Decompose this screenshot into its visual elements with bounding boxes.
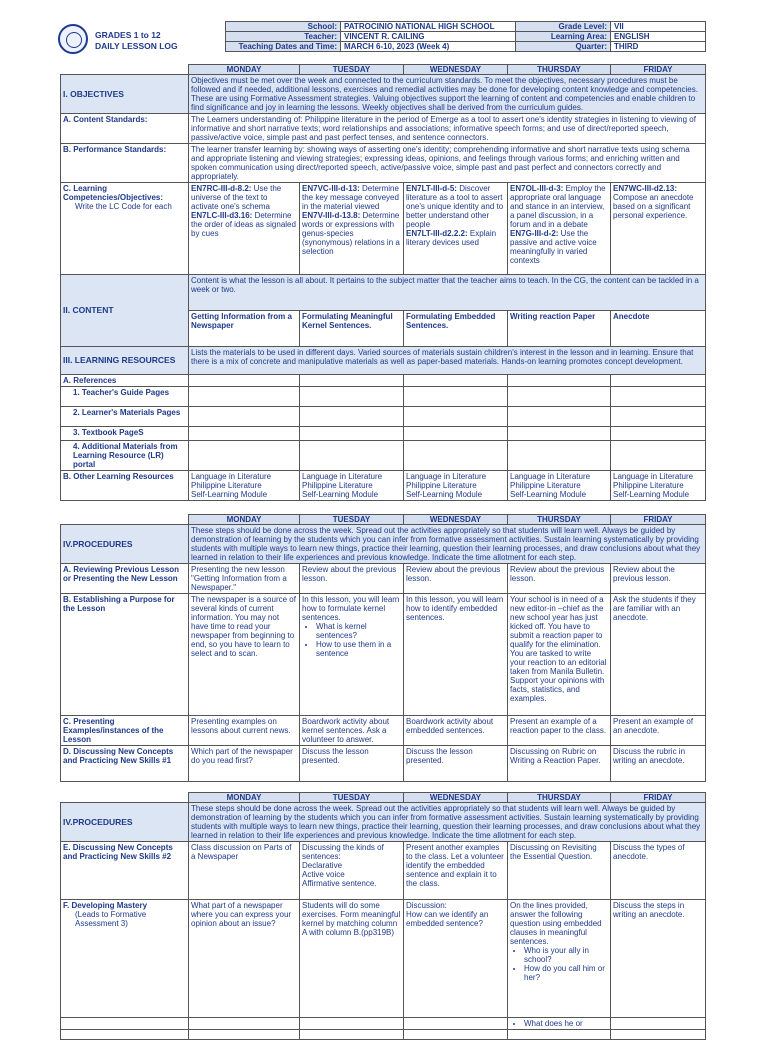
performance-standards-label: B. Performance Standards: (61, 144, 189, 183)
step-b-thursday (508, 594, 611, 716)
resource-item: Philippine Literature (302, 481, 373, 490)
competency-text: Determine the key message conveyed in the material viewed (302, 184, 399, 211)
step-c-wednesday: Boardwork activity about embedded sentences. (404, 716, 508, 746)
teacher-label: Teacher: (226, 32, 341, 42)
discussion-question: How can we identify an embedded sentence? (406, 910, 489, 928)
step-b-thursday-text-2: You are tasked to write your reaction to an editorial taken from Manila Bulletin. Support your opinions with facts, statistics, and examples. (510, 649, 607, 703)
topic-wednesday: Formulating Embedded Sentences. (404, 311, 508, 347)
competency-friday (611, 183, 706, 275)
learners-materials-label: 2. Learner's Materials Pages (61, 407, 189, 427)
competencies-label: C. Learning Competencies/Objectives: (63, 184, 164, 202)
area-value: ENGLISH (611, 32, 706, 42)
procedures-table-1 (60, 514, 706, 782)
competencies-label-cell (61, 183, 189, 275)
competency-wednesday (404, 183, 508, 275)
other-resources-label: B. Other Learning Resources (61, 471, 189, 501)
competency-code: EN7G-III-d-2: (510, 229, 559, 238)
grade-label: Grade Level: (516, 22, 611, 32)
content-desc: Content is what the lesson is all about. It pertains to the subject matter that the teacher aims to teach. In the CG, the content can be tackled in a week or two. (189, 275, 706, 311)
objectives-desc: Objectives must be met over the week and connected to the curriculum standards. To meet the objectives, necessary procedures must be followed and if needed, additional lessons, exercises and remedial activities may be done for developing content knowledge and competencies. These are using Formative Assessment strategies. Valuing objectives support the learning of content and competencies and enable children to find significance and joy in learning the lessons. Weekly objectives shall be derived from the curriculum guides. (189, 75, 706, 114)
day-thursday: THURSDAY (508, 515, 611, 525)
day-monday: MONDAY (189, 65, 300, 75)
content-standards-label: A. Content Standards: (61, 114, 189, 144)
other-resources-friday (611, 471, 706, 501)
sentence-kind: Affirmative sentence. (302, 879, 377, 888)
dates-value: MARCH 6-10, 2023 (Week 4) (341, 42, 516, 52)
step-d-thursday: Discussing on Rubric on Writing a Reaction Paper. (508, 746, 611, 782)
other-resources-monday (189, 471, 300, 501)
procedures-desc: These steps should be done across the week. Spread out the activities appropriately so that students will learn well. Always be guided by demonstration of learning by the students which you can infer from formative assessment activities. Sustain learning systematically by providing students with multiple ways to learn new things, practice their learning, question their learning processes, and draw conclusions about what they learned in relation to their life experiences and previous knowledge. Indicate the time allotment for each step. (189, 525, 706, 564)
competency-text: Employ the appropriate oral language and stance in an interview, a panel discussion, in a forum and in a debate (510, 184, 606, 229)
teacher-value: VINCENT R. CAILING (341, 32, 516, 42)
resources-desc: Lists the materials to be used in different days. Varied sources of materials sustain children's interest in the lesson and in learning. Ensure that there is a mix of concrete and manipulative materials as well as paper-based materials. Hands-on learning promotes concept development. (189, 347, 706, 375)
resource-item: Language in Literature (613, 472, 694, 481)
objectives-table (60, 64, 706, 501)
step-f-thursday-text: On the lines provided, answer the following question using embedded clauses in meaningful sentences. (510, 901, 602, 946)
step-a-tuesday: Review about the previous lesson. (300, 564, 404, 594)
competency-code: EN7RC-III-d-8.2: (191, 184, 252, 193)
competency-text: Discover literature as a tool to assert one's unique identity and to better understand other people (406, 184, 504, 229)
step-f-friday: Discuss the steps in writing an anecdote. (611, 900, 706, 1040)
embedded-questions-list (510, 946, 608, 982)
step-f-label: F. Developing Mastery (63, 901, 148, 910)
grade-value: VII (611, 22, 706, 32)
resource-item: Philippine Literature (406, 481, 477, 490)
resource-item: Self-Learning Module (406, 490, 483, 499)
step-c-label: C. Presenting Examples/instances of the Lesson (61, 716, 189, 746)
resource-item: Language in Literature (191, 472, 272, 481)
title-line-2: DAILY LESSON LOG (95, 41, 178, 51)
school-value: PATROCINIO NATIONAL HIGH SCHOOL (341, 22, 516, 32)
sentence-kind: Declarative (302, 861, 343, 870)
day-tuesday: TUESDAY (300, 65, 404, 75)
resource-item: Philippine Literature (613, 481, 684, 490)
step-b-tuesday-text: In this lesson, you will learn how to formulate kernel sentences. (302, 595, 400, 622)
day-tuesday: TUESDAY (300, 515, 404, 525)
school-label: School: (226, 22, 341, 32)
step-d-wednesday: Discuss the lesson presented. (404, 746, 508, 782)
step-c-tuesday: Boardwork activity about kernel sentences. Ask a volunteer to answer. (300, 716, 404, 746)
quarter-label: Quarter: (516, 42, 611, 52)
topic-friday: Anecdote (611, 311, 706, 347)
resource-item: Self-Learning Module (510, 490, 587, 499)
step-d-friday: Discuss the rubric in writing an anecdote. (611, 746, 706, 782)
list-item: • What does he or (524, 1019, 608, 1028)
competency-code: EN7LT-III-d2.2.2: (406, 229, 468, 238)
day-thursday: THURSDAY (508, 65, 611, 75)
other-resources-wednesday (404, 471, 508, 501)
performance-standards-text: The learner transfer learning by: showing ways of asserting one's identity; comprehending informative and short narrative texts using schema and appropriate listening and viewing strategies; expressing ideas, opinions, and feelings through various forms; and enriching written and spoken communication using direct/reported speech, active/passive voice, simple past and past perfect and connectors correctly and appropriately. (189, 144, 706, 183)
competency-code: EN7LT-III-d-5: (406, 184, 457, 193)
teachers-guide-label: 1. Teacher's Guide Pages (61, 387, 189, 407)
resources-heading: III. LEARNING RESOURCES (61, 347, 189, 375)
day-friday: FRIDAY (611, 65, 706, 75)
procedures-heading: IV.PROCEDURES (61, 803, 189, 842)
topic-monday: Getting Information from a Newspaper (189, 311, 300, 347)
references-label: A. References (61, 375, 189, 387)
step-a-thursday: Review about the previous lesson. (508, 564, 611, 594)
competency-text: Determine the order of ideas as signaled by cues (191, 211, 296, 238)
day-friday: FRIDAY (611, 515, 706, 525)
step-b-tuesday (300, 594, 404, 716)
day-monday: MONDAY (189, 515, 300, 525)
competency-text: Compose an anecdote based on a significant personal experience. (613, 193, 694, 220)
step-d-tuesday: Discuss the lesson presented. (300, 746, 404, 782)
competencies-sub: Write the LC Code for each (75, 202, 172, 211)
other-resources-tuesday (300, 471, 404, 501)
resource-item: Self-Learning Module (191, 490, 268, 499)
quarter-value: THIRD (611, 42, 706, 52)
step-f-sublabel: (Leads to Formative Assessment 3) (75, 910, 147, 928)
resource-item: Philippine Literature (510, 481, 581, 490)
step-e-tuesday-text: Discussing the kinds of sentences: (302, 843, 384, 861)
step-a-monday: Presenting the new lesson "Getting Information from a Newspaper." (189, 564, 300, 594)
step-e-tuesday (300, 842, 404, 900)
additional-materials-label: 4. Additional Materials from Learning Resource (LR) portal (61, 441, 189, 471)
step-f-monday: What part of a newspaper where you can express your opinion about an issue? (189, 900, 300, 1040)
topic-tuesday: Formulating Meaningful Kernel Sentences. (300, 311, 404, 347)
procedures-heading: IV.PROCEDURES (61, 525, 189, 564)
resource-item: Philippine Literature (191, 481, 262, 490)
competency-text: Use the universe of the text to activate one's schema (191, 184, 282, 211)
day-wednesday: WEDNESDAY (404, 793, 508, 803)
step-f-tuesday: Students will do some exercises. Form meaningful kernel by matching column A with column B.(pp319B) (300, 900, 404, 1040)
list-item: • What is kernel sentences? (316, 622, 401, 640)
competency-code: EN7VC-III-d-13: (302, 184, 360, 193)
discussion-label: Discussion: (406, 901, 447, 910)
step-c-friday: Present an example of an anecdote. (611, 716, 706, 746)
competency-text: Determine words or expressions with genus-species (synonymous) relations in a selection (302, 211, 400, 256)
dates-label: Teaching Dates and Time: (226, 42, 341, 52)
kernel-questions-list (302, 622, 401, 658)
day-wednesday: WEDNESDAY (404, 65, 508, 75)
day-tuesday: TUESDAY (300, 793, 404, 803)
competency-code: EN7V-III-d-13.8: (302, 211, 361, 220)
resource-item: Language in Literature (302, 472, 383, 481)
header-info-table (225, 21, 706, 52)
step-a-wednesday: Review about the previous lesson. (404, 564, 508, 594)
step-c-monday: Presenting examples on lessons about current news. (189, 716, 300, 746)
topic-thursday: Writing reaction Paper (508, 311, 611, 347)
day-friday: FRIDAY (611, 793, 706, 803)
resource-item: Self-Learning Module (302, 490, 379, 499)
day-wednesday: WEDNESDAY (404, 515, 508, 525)
document-title (95, 30, 178, 52)
area-label: Learning Area: (516, 32, 611, 42)
competency-code: EN7LC-III-d3.16: (191, 211, 253, 220)
competency-text: Explain literary devices used (406, 229, 497, 247)
list-item: • How to use them in a sentence (316, 640, 401, 658)
title-line-1: GRADES 1 to 12 (95, 30, 161, 40)
step-c-thursday: Present an example of a reaction paper to the class. (508, 716, 611, 746)
step-a-label: A. Reviewing Previous Lesson or Presenting the New Lesson (61, 564, 189, 594)
competency-thursday (508, 183, 611, 275)
step-b-wednesday: In this lesson, you will learn how to identify embedded sentences. (404, 594, 508, 716)
content-heading: II. CONTENT (61, 275, 189, 347)
list-item: • Who is your ally in school? (524, 946, 608, 964)
step-e-friday: Discuss the types of anecdote. (611, 842, 706, 900)
sentence-kind: Active voice (302, 870, 345, 879)
step-b-monday: The newspaper is a source of several kinds of current information. You may not have time to read your newspaper from beginning to end, so you have to learn to select and to scan. (189, 594, 300, 716)
textbook-label: 3. Textbook PageS (61, 427, 189, 441)
step-b-label: B. Establishing a Purpose for the Lesson (61, 594, 189, 716)
deped-seal (58, 24, 88, 54)
step-e-monday: Class discussion on Parts of a Newspaper (189, 842, 300, 900)
day-monday: MONDAY (189, 793, 300, 803)
content-standards-text: The Learners understanding of: Philippine literature in the period of Emerge as a tool to assert one's identity strategies in listening to viewing of informative and short narrative texts; word relationships and associations; informative speech forms; and use of direct/reported speech, passive/active voice, simple past and past perfect tenses, and sentence connectors. (189, 114, 706, 144)
step-e-thursday: Discussing on Revisiting the Essential Question. (508, 842, 611, 900)
objectives-heading: I. OBJECTIVES (61, 75, 189, 114)
competency-monday (189, 183, 300, 275)
step-b-thursday-text-1: Your school is in need of a new editor-in –chief as the new school year has just kicked off. You have to submit a reaction paper to qualify for the elimination. (510, 595, 604, 649)
step-b-friday: Ask the students if they are familiar with an anecdote. (611, 594, 706, 716)
list-item: • How do you call him or her? (524, 964, 608, 982)
competency-text: Use the passive and active voice meaningfully in varied contexts (510, 229, 597, 265)
procedures-desc: These steps should be done across the week. Spread out the activities appropriately so that students will learn well. Always be guided by demonstration of learning by the students which you can infer from formative assessment activities. Sustain learning systematically by providing students with multiple ways to learn new things, practice their learning, question their learning processes, and draw conclusions about what they learned in relation to their life experiences and previous knowledge. Indicate the time allotment for each step. (189, 803, 706, 842)
resource-item: Language in Literature (406, 472, 487, 481)
day-thursday: THURSDAY (508, 793, 611, 803)
competency-code: EN7WC-III-d2.13: (613, 184, 678, 193)
resource-item: Self-Learning Module (613, 490, 690, 499)
step-d-monday: Which part of the newspaper do you read first? (189, 746, 300, 782)
step-e-wednesday: Present another examples to the class. Let a volunteer identify the embedded sentence and explain it to the class. (404, 842, 508, 900)
competency-code: EN7OL-III-d-3: (510, 184, 564, 193)
step-d-label: D. Discussing New Concepts and Practicing New Skills #1 (61, 746, 189, 782)
other-resources-thursday (508, 471, 611, 501)
competency-tuesday (300, 183, 404, 275)
resource-item: Language in Literature (510, 472, 591, 481)
step-a-friday: Review about the previous lesson. (611, 564, 706, 594)
procedures-table-2 (60, 792, 706, 1040)
step-e-label: E. Discussing New Concepts and Practicing New Skills #2 (61, 842, 189, 900)
